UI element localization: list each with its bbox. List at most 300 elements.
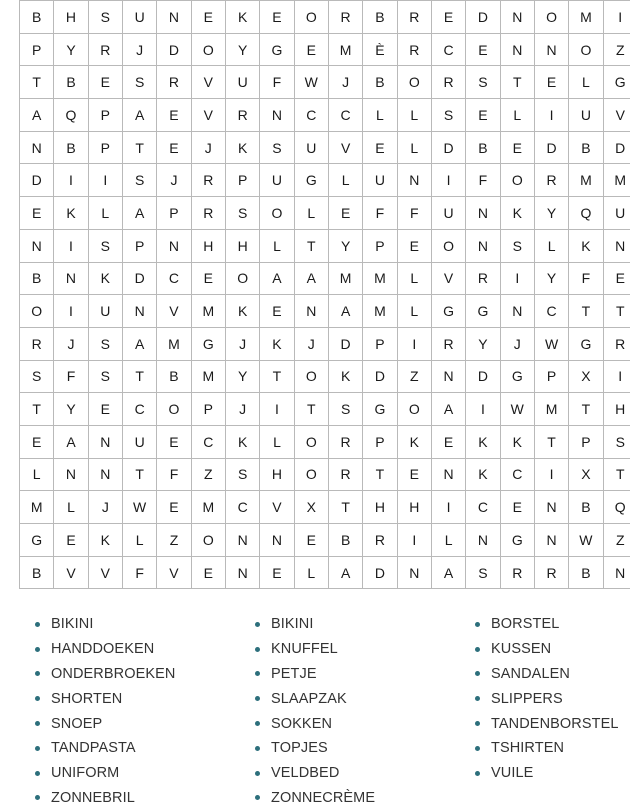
grid-cell[interactable]: O <box>294 360 328 393</box>
grid-cell[interactable]: C <box>534 295 568 328</box>
grid-cell[interactable]: O <box>294 1 328 34</box>
grid-cell[interactable]: G <box>603 66 630 99</box>
grid-cell[interactable]: K <box>225 131 259 164</box>
grid-cell[interactable]: S <box>88 229 122 262</box>
grid-cell[interactable]: N <box>157 1 191 34</box>
grid-cell[interactable]: K <box>466 458 500 491</box>
grid-cell[interactable]: A <box>122 197 156 230</box>
grid-cell[interactable]: H <box>603 393 630 426</box>
grid-cell[interactable]: O <box>534 1 568 34</box>
grid-cell[interactable]: U <box>88 295 122 328</box>
grid-cell[interactable]: F <box>260 66 294 99</box>
grid-cell[interactable]: U <box>363 164 397 197</box>
grid-cell[interactable]: T <box>569 295 603 328</box>
grid-cell[interactable]: O <box>191 33 225 66</box>
grid-cell[interactable]: P <box>363 425 397 458</box>
grid-cell[interactable]: M <box>569 164 603 197</box>
grid-cell[interactable]: S <box>260 131 294 164</box>
grid-cell[interactable]: M <box>191 360 225 393</box>
grid-cell[interactable]: S <box>225 197 259 230</box>
grid-cell[interactable]: M <box>191 295 225 328</box>
grid-cell[interactable]: S <box>466 556 500 589</box>
grid-cell[interactable]: G <box>294 164 328 197</box>
grid-cell[interactable]: K <box>225 425 259 458</box>
grid-cell[interactable]: A <box>328 556 362 589</box>
grid-cell[interactable]: H <box>225 229 259 262</box>
grid-cell[interactable]: K <box>466 425 500 458</box>
grid-cell[interactable]: Y <box>328 229 362 262</box>
grid-cell[interactable]: J <box>225 393 259 426</box>
grid-cell[interactable]: V <box>88 556 122 589</box>
grid-cell[interactable]: E <box>397 458 431 491</box>
grid-cell[interactable]: I <box>534 99 568 132</box>
grid-cell[interactable]: N <box>431 458 465 491</box>
grid-cell[interactable]: G <box>20 524 54 557</box>
grid-cell[interactable]: A <box>20 99 54 132</box>
grid-cell[interactable]: R <box>603 327 630 360</box>
grid-cell[interactable]: E <box>328 197 362 230</box>
grid-cell[interactable]: X <box>569 360 603 393</box>
grid-cell[interactable]: L <box>54 491 88 524</box>
grid-cell[interactable]: N <box>534 491 568 524</box>
grid-cell[interactable]: R <box>431 66 465 99</box>
grid-cell[interactable]: K <box>225 1 259 34</box>
grid-cell[interactable]: P <box>225 164 259 197</box>
grid-cell[interactable]: J <box>88 491 122 524</box>
grid-cell[interactable]: T <box>500 66 534 99</box>
grid-cell[interactable]: M <box>569 1 603 34</box>
grid-cell[interactable]: N <box>54 458 88 491</box>
grid-cell[interactable]: U <box>122 1 156 34</box>
grid-cell[interactable]: B <box>466 131 500 164</box>
grid-cell[interactable]: T <box>603 295 630 328</box>
grid-cell[interactable]: I <box>534 458 568 491</box>
grid-cell[interactable]: V <box>157 295 191 328</box>
grid-cell[interactable]: R <box>191 164 225 197</box>
grid-cell[interactable]: E <box>260 1 294 34</box>
grid-cell[interactable]: U <box>603 197 630 230</box>
grid-cell[interactable]: S <box>225 458 259 491</box>
grid-cell[interactable]: V <box>603 99 630 132</box>
grid-cell[interactable]: A <box>431 556 465 589</box>
grid-cell[interactable]: B <box>54 66 88 99</box>
grid-cell[interactable]: P <box>88 131 122 164</box>
grid-cell[interactable]: L <box>260 229 294 262</box>
grid-cell[interactable]: E <box>363 131 397 164</box>
grid-cell[interactable]: J <box>294 327 328 360</box>
grid-cell[interactable]: C <box>122 393 156 426</box>
grid-cell[interactable]: O <box>294 425 328 458</box>
grid-cell[interactable]: K <box>88 262 122 295</box>
grid-cell[interactable]: E <box>191 1 225 34</box>
grid-cell[interactable]: J <box>54 327 88 360</box>
grid-cell[interactable]: K <box>500 425 534 458</box>
grid-cell[interactable]: C <box>328 99 362 132</box>
grid-cell[interactable]: N <box>500 295 534 328</box>
grid-cell[interactable]: U <box>294 131 328 164</box>
grid-cell[interactable]: N <box>54 262 88 295</box>
grid-cell[interactable]: U <box>122 425 156 458</box>
grid-cell[interactable]: E <box>603 262 630 295</box>
grid-cell[interactable]: C <box>294 99 328 132</box>
grid-cell[interactable]: I <box>603 360 630 393</box>
grid-cell[interactable]: R <box>431 327 465 360</box>
grid-cell[interactable]: P <box>569 425 603 458</box>
grid-cell[interactable]: E <box>157 99 191 132</box>
grid-cell[interactable]: N <box>500 33 534 66</box>
grid-cell[interactable]: H <box>397 491 431 524</box>
grid-cell[interactable]: Y <box>225 33 259 66</box>
grid-cell[interactable]: R <box>397 33 431 66</box>
grid-cell[interactable]: U <box>569 99 603 132</box>
grid-cell[interactable]: M <box>328 262 362 295</box>
grid-cell[interactable]: L <box>397 99 431 132</box>
grid-cell[interactable]: O <box>157 393 191 426</box>
grid-cell[interactable]: Q <box>569 197 603 230</box>
grid-cell[interactable]: K <box>328 360 362 393</box>
grid-cell[interactable]: J <box>500 327 534 360</box>
grid-cell[interactable]: R <box>328 458 362 491</box>
grid-cell[interactable]: D <box>20 164 54 197</box>
grid-cell[interactable]: N <box>157 229 191 262</box>
grid-cell[interactable]: F <box>157 458 191 491</box>
grid-cell[interactable]: N <box>260 524 294 557</box>
grid-cell[interactable]: S <box>603 425 630 458</box>
grid-cell[interactable]: T <box>363 458 397 491</box>
grid-cell[interactable]: E <box>88 66 122 99</box>
grid-cell[interactable]: L <box>20 458 54 491</box>
grid-cell[interactable]: P <box>88 99 122 132</box>
grid-cell[interactable]: H <box>363 491 397 524</box>
grid-cell[interactable]: M <box>603 164 630 197</box>
grid-cell[interactable]: N <box>466 197 500 230</box>
grid-cell[interactable]: P <box>363 229 397 262</box>
grid-cell[interactable]: A <box>328 295 362 328</box>
grid-cell[interactable]: M <box>363 262 397 295</box>
grid-cell[interactable]: F <box>569 262 603 295</box>
grid-cell[interactable]: L <box>363 99 397 132</box>
grid-cell[interactable]: N <box>122 295 156 328</box>
grid-cell[interactable]: E <box>20 197 54 230</box>
grid-cell[interactable]: I <box>603 1 630 34</box>
grid-cell[interactable]: L <box>500 99 534 132</box>
grid-cell[interactable]: F <box>363 197 397 230</box>
grid-cell[interactable]: R <box>20 327 54 360</box>
grid-cell[interactable]: T <box>260 360 294 393</box>
grid-cell[interactable]: B <box>328 524 362 557</box>
grid-cell[interactable]: D <box>363 360 397 393</box>
grid-cell[interactable]: I <box>54 229 88 262</box>
grid-cell[interactable]: L <box>294 197 328 230</box>
grid-cell[interactable]: E <box>157 491 191 524</box>
grid-cell[interactable]: H <box>191 229 225 262</box>
grid-cell[interactable]: M <box>157 327 191 360</box>
grid-cell[interactable]: R <box>225 99 259 132</box>
grid-cell[interactable]: S <box>20 360 54 393</box>
grid-cell[interactable]: I <box>500 262 534 295</box>
grid-cell[interactable]: H <box>54 1 88 34</box>
grid-cell[interactable]: N <box>225 524 259 557</box>
grid-cell[interactable]: S <box>122 164 156 197</box>
grid-cell[interactable]: J <box>157 164 191 197</box>
grid-cell[interactable]: B <box>20 1 54 34</box>
grid-cell[interactable]: J <box>225 327 259 360</box>
grid-cell[interactable]: I <box>54 295 88 328</box>
grid-cell[interactable]: W <box>122 491 156 524</box>
grid-cell[interactable]: T <box>122 458 156 491</box>
grid-cell[interactable]: N <box>397 556 431 589</box>
grid-cell[interactable]: Y <box>466 327 500 360</box>
grid-cell[interactable]: C <box>431 33 465 66</box>
grid-cell[interactable]: R <box>191 197 225 230</box>
grid-cell[interactable]: B <box>569 491 603 524</box>
grid-cell[interactable]: E <box>157 131 191 164</box>
grid-cell[interactable]: K <box>225 295 259 328</box>
grid-cell[interactable]: Q <box>54 99 88 132</box>
grid-cell[interactable]: C <box>191 425 225 458</box>
grid-cell[interactable]: W <box>294 66 328 99</box>
grid-cell[interactable]: E <box>431 1 465 34</box>
grid-cell[interactable]: B <box>20 262 54 295</box>
grid-cell[interactable]: B <box>157 360 191 393</box>
grid-cell[interactable]: F <box>466 164 500 197</box>
grid-cell[interactable]: H <box>260 458 294 491</box>
grid-cell[interactable]: N <box>534 33 568 66</box>
grid-cell[interactable]: I <box>466 393 500 426</box>
grid-cell[interactable]: C <box>500 458 534 491</box>
grid-cell[interactable]: G <box>569 327 603 360</box>
grid-cell[interactable]: R <box>500 556 534 589</box>
grid-cell[interactable]: A <box>122 99 156 132</box>
grid-cell[interactable]: A <box>122 327 156 360</box>
grid-cell[interactable]: E <box>534 66 568 99</box>
grid-cell[interactable]: N <box>20 131 54 164</box>
grid-cell[interactable]: G <box>363 393 397 426</box>
grid-cell[interactable]: Y <box>54 33 88 66</box>
grid-cell[interactable]: T <box>294 229 328 262</box>
grid-cell[interactable]: R <box>157 66 191 99</box>
grid-cell[interactable]: R <box>397 1 431 34</box>
grid-cell[interactable]: N <box>88 425 122 458</box>
grid-cell[interactable]: E <box>20 425 54 458</box>
grid-cell[interactable]: I <box>431 164 465 197</box>
grid-cell[interactable]: Z <box>397 360 431 393</box>
grid-cell[interactable]: I <box>54 164 88 197</box>
grid-cell[interactable]: N <box>534 524 568 557</box>
grid-cell[interactable]: T <box>603 458 630 491</box>
grid-cell[interactable]: N <box>431 360 465 393</box>
grid-cell[interactable]: G <box>431 295 465 328</box>
grid-cell[interactable]: K <box>569 229 603 262</box>
grid-cell[interactable]: G <box>191 327 225 360</box>
grid-cell[interactable]: Z <box>603 33 630 66</box>
grid-cell[interactable]: P <box>122 229 156 262</box>
grid-cell[interactable]: T <box>328 491 362 524</box>
grid-cell[interactable]: R <box>466 262 500 295</box>
grid-cell[interactable]: D <box>603 131 630 164</box>
grid-cell[interactable]: N <box>88 458 122 491</box>
grid-cell[interactable]: D <box>466 360 500 393</box>
grid-cell[interactable]: U <box>260 164 294 197</box>
grid-cell[interactable]: L <box>88 197 122 230</box>
grid-cell[interactable]: T <box>20 393 54 426</box>
grid-cell[interactable]: O <box>500 164 534 197</box>
grid-cell[interactable]: D <box>466 1 500 34</box>
grid-cell[interactable]: A <box>54 425 88 458</box>
grid-cell[interactable]: N <box>397 164 431 197</box>
grid-cell[interactable]: D <box>328 327 362 360</box>
grid-cell[interactable]: I <box>397 524 431 557</box>
grid-cell[interactable]: B <box>363 1 397 34</box>
grid-cell[interactable]: A <box>431 393 465 426</box>
grid-cell[interactable]: P <box>157 197 191 230</box>
grid-cell[interactable]: O <box>225 262 259 295</box>
grid-cell[interactable]: N <box>294 295 328 328</box>
grid-cell[interactable]: B <box>20 556 54 589</box>
grid-cell[interactable]: W <box>569 524 603 557</box>
grid-cell[interactable]: X <box>294 491 328 524</box>
grid-cell[interactable]: T <box>534 425 568 458</box>
grid-cell[interactable]: E <box>397 229 431 262</box>
grid-cell[interactable]: K <box>260 327 294 360</box>
grid-cell[interactable]: G <box>466 295 500 328</box>
grid-cell[interactable]: V <box>260 491 294 524</box>
grid-cell[interactable]: Q <box>603 491 630 524</box>
grid-cell[interactable]: V <box>157 556 191 589</box>
grid-cell[interactable]: V <box>191 99 225 132</box>
grid-cell[interactable]: T <box>294 393 328 426</box>
grid-cell[interactable]: L <box>328 164 362 197</box>
grid-cell[interactable]: T <box>122 131 156 164</box>
grid-cell[interactable]: O <box>260 197 294 230</box>
grid-cell[interactable]: Z <box>157 524 191 557</box>
grid-cell[interactable]: V <box>431 262 465 295</box>
grid-cell[interactable]: J <box>328 66 362 99</box>
grid-cell[interactable]: S <box>88 360 122 393</box>
grid-cell[interactable]: X <box>569 458 603 491</box>
grid-cell[interactable]: M <box>20 491 54 524</box>
grid-cell[interactable]: B <box>54 131 88 164</box>
grid-cell[interactable]: T <box>569 393 603 426</box>
grid-cell[interactable]: E <box>191 556 225 589</box>
grid-cell[interactable]: E <box>54 524 88 557</box>
grid-cell[interactable]: S <box>431 99 465 132</box>
grid-cell[interactable]: O <box>397 393 431 426</box>
grid-cell[interactable]: O <box>569 33 603 66</box>
grid-cell[interactable]: S <box>88 1 122 34</box>
grid-cell[interactable]: P <box>20 33 54 66</box>
grid-cell[interactable]: D <box>122 262 156 295</box>
grid-cell[interactable]: È <box>363 33 397 66</box>
grid-cell[interactable]: S <box>88 327 122 360</box>
grid-cell[interactable]: I <box>88 164 122 197</box>
grid-cell[interactable]: R <box>363 524 397 557</box>
grid-cell[interactable]: E <box>88 393 122 426</box>
grid-cell[interactable]: G <box>500 360 534 393</box>
grid-cell[interactable]: E <box>157 425 191 458</box>
grid-cell[interactable]: C <box>225 491 259 524</box>
grid-cell[interactable]: Y <box>225 360 259 393</box>
grid-cell[interactable]: F <box>122 556 156 589</box>
grid-cell[interactable]: L <box>397 131 431 164</box>
grid-cell[interactable]: E <box>260 556 294 589</box>
grid-cell[interactable]: N <box>466 524 500 557</box>
grid-cell[interactable]: V <box>328 131 362 164</box>
grid-cell[interactable]: E <box>294 33 328 66</box>
grid-cell[interactable]: N <box>225 556 259 589</box>
grid-cell[interactable]: P <box>534 360 568 393</box>
grid-cell[interactable]: Z <box>191 458 225 491</box>
grid-cell[interactable]: D <box>157 33 191 66</box>
grid-cell[interactable]: B <box>569 131 603 164</box>
grid-cell[interactable]: M <box>191 491 225 524</box>
grid-cell[interactable]: Y <box>534 197 568 230</box>
grid-cell[interactable]: L <box>397 295 431 328</box>
grid-cell[interactable]: L <box>294 556 328 589</box>
grid-cell[interactable]: K <box>54 197 88 230</box>
grid-cell[interactable]: E <box>191 262 225 295</box>
grid-cell[interactable]: R <box>328 425 362 458</box>
grid-cell[interactable]: Y <box>534 262 568 295</box>
grid-cell[interactable]: K <box>88 524 122 557</box>
grid-cell[interactable]: Z <box>603 524 630 557</box>
grid-cell[interactable]: S <box>466 66 500 99</box>
grid-cell[interactable]: N <box>260 99 294 132</box>
grid-cell[interactable]: E <box>466 33 500 66</box>
grid-cell[interactable]: O <box>397 66 431 99</box>
grid-cell[interactable]: L <box>534 229 568 262</box>
grid-cell[interactable]: M <box>534 393 568 426</box>
grid-cell[interactable]: O <box>20 295 54 328</box>
grid-cell[interactable]: N <box>20 229 54 262</box>
grid-cell[interactable]: L <box>260 425 294 458</box>
grid-cell[interactable]: A <box>260 262 294 295</box>
grid-cell[interactable]: T <box>122 360 156 393</box>
grid-cell[interactable]: I <box>397 327 431 360</box>
grid-cell[interactable]: R <box>534 164 568 197</box>
grid-cell[interactable]: F <box>397 197 431 230</box>
grid-cell[interactable]: J <box>191 131 225 164</box>
grid-cell[interactable]: S <box>122 66 156 99</box>
grid-cell[interactable]: O <box>294 458 328 491</box>
grid-cell[interactable]: D <box>534 131 568 164</box>
grid-cell[interactable]: D <box>363 556 397 589</box>
grid-cell[interactable]: P <box>191 393 225 426</box>
grid-cell[interactable]: L <box>122 524 156 557</box>
grid-cell[interactable]: B <box>569 556 603 589</box>
grid-cell[interactable]: G <box>500 524 534 557</box>
grid-cell[interactable]: R <box>88 33 122 66</box>
grid-cell[interactable]: L <box>569 66 603 99</box>
grid-cell[interactable]: C <box>157 262 191 295</box>
grid-cell[interactable]: K <box>500 197 534 230</box>
grid-cell[interactable]: B <box>363 66 397 99</box>
grid-cell[interactable]: R <box>534 556 568 589</box>
grid-cell[interactable]: Y <box>54 393 88 426</box>
grid-cell[interactable]: U <box>225 66 259 99</box>
grid-cell[interactable]: O <box>191 524 225 557</box>
grid-cell[interactable]: N <box>500 1 534 34</box>
grid-cell[interactable]: M <box>363 295 397 328</box>
grid-cell[interactable]: F <box>54 360 88 393</box>
grid-cell[interactable]: V <box>54 556 88 589</box>
grid-cell[interactable]: W <box>534 327 568 360</box>
grid-cell[interactable]: E <box>500 131 534 164</box>
grid-cell[interactable]: P <box>363 327 397 360</box>
grid-cell[interactable]: R <box>328 1 362 34</box>
grid-cell[interactable]: I <box>260 393 294 426</box>
grid-cell[interactable]: E <box>466 99 500 132</box>
